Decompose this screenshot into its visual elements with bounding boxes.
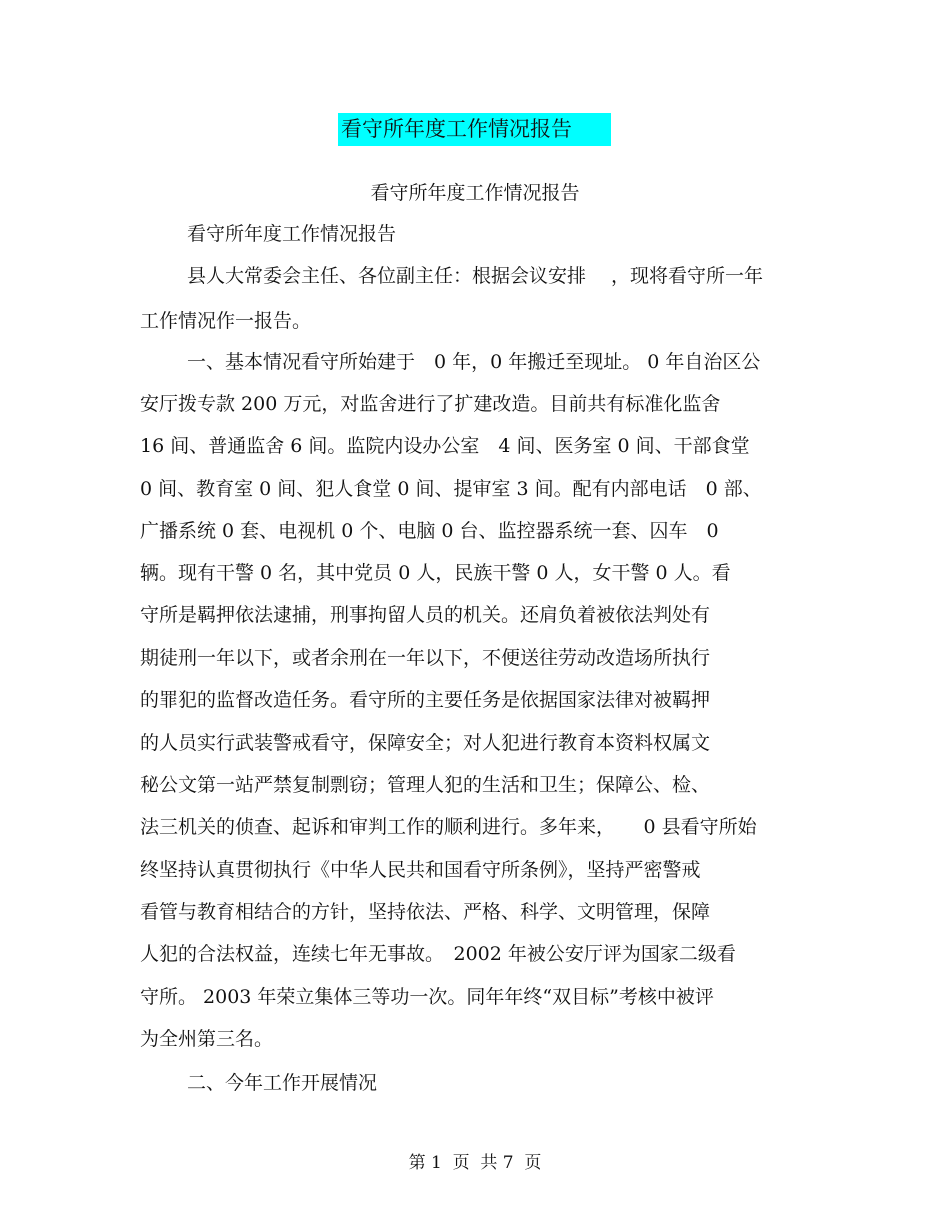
paragraph-line: 的罪犯的监督改造任务。看守所的主要任务是依据国家法律对被羁押 xyxy=(140,689,711,711)
highlighted-title: 看守所年度工作情况报告 xyxy=(338,113,611,146)
paragraph-line: 的人员实行武装警戒看守，保障安全；对人犯进行教育本资料权属文 xyxy=(140,732,711,754)
paragraph-line: 守所。 2003 年荣立集体三等功一次。同年年终“双目标”考核中被评 xyxy=(140,986,714,1008)
paragraph-line: 一、基本情况看守所始建于 0 年，0 年搬迁至现址。 0 年自治区公 xyxy=(187,351,761,373)
page-number-footer: 第 1 页 共 7 页 xyxy=(408,1153,542,1173)
paragraph-line: 看管与教育相结合的方针，坚持依法、严格、科学、文明管理，保障 xyxy=(140,901,711,923)
paragraph-line: 终坚持认真贯彻执行《中华人民共和国看守所条例》，坚持严密警戒 xyxy=(140,859,701,881)
paragraph-line: 秘公文第一站严禁复制剽窃；管理人犯的生活和卫生；保障公、检、 xyxy=(140,774,711,796)
paragraph-line: 辆。现有干警 0 名，其中党员 0 人，民族干警 0 人，女干警 0 人。看 xyxy=(140,562,731,584)
paragraph-line: 工作情况作一报告。 xyxy=(140,310,312,332)
paragraph-line: 16 间、普通监舍 6 间。监院内设办公室 4 间、医务室 0 间、干部食堂 xyxy=(140,435,750,457)
paragraph-line: 县人大常委会主任、各位副主任：根据会议安排 ，现将看守所一年 xyxy=(187,265,764,287)
paragraph-line: 0 间、教育室 0 间、犯人食堂 0 间、提审室 3 间。配有内部电话 0 部、 xyxy=(140,478,762,500)
paragraph-line: 看守所年度工作情况报告 xyxy=(187,223,397,245)
paragraph-line: 期徒刑一年以下，或者余刑在一年以下，不便送往劳动改造场所执行 xyxy=(140,647,711,669)
paragraph-line: 广播系统 0 套、电视机 0 个、电脑 0 台、监控器系统一套、囚车 0 xyxy=(140,520,719,542)
paragraph-line: 安厅拨专款 200 万元，对监舍进行了扩建改造。目前共有标准化监舍 xyxy=(140,393,721,415)
document-subtitle: 看守所年度工作情况报告 xyxy=(370,182,580,204)
paragraph-line: 守所是羁押依法逮捕，刑事拘留人员的机关。还肩负着被依法判处有 xyxy=(140,604,711,626)
paragraph-line: 为全州第三名。 xyxy=(140,1028,274,1050)
paragraph-line: 法三机关的侦查、起诉和审判工作的顺利进行。多年来， 0 县看守所始 xyxy=(140,816,757,838)
section-heading: 二、今年工作开展情况 xyxy=(187,1072,378,1094)
paragraph-line: 人犯的合法权益，连续七年无事故。 2002 年被公安厅评为国家二级看 xyxy=(140,943,736,965)
